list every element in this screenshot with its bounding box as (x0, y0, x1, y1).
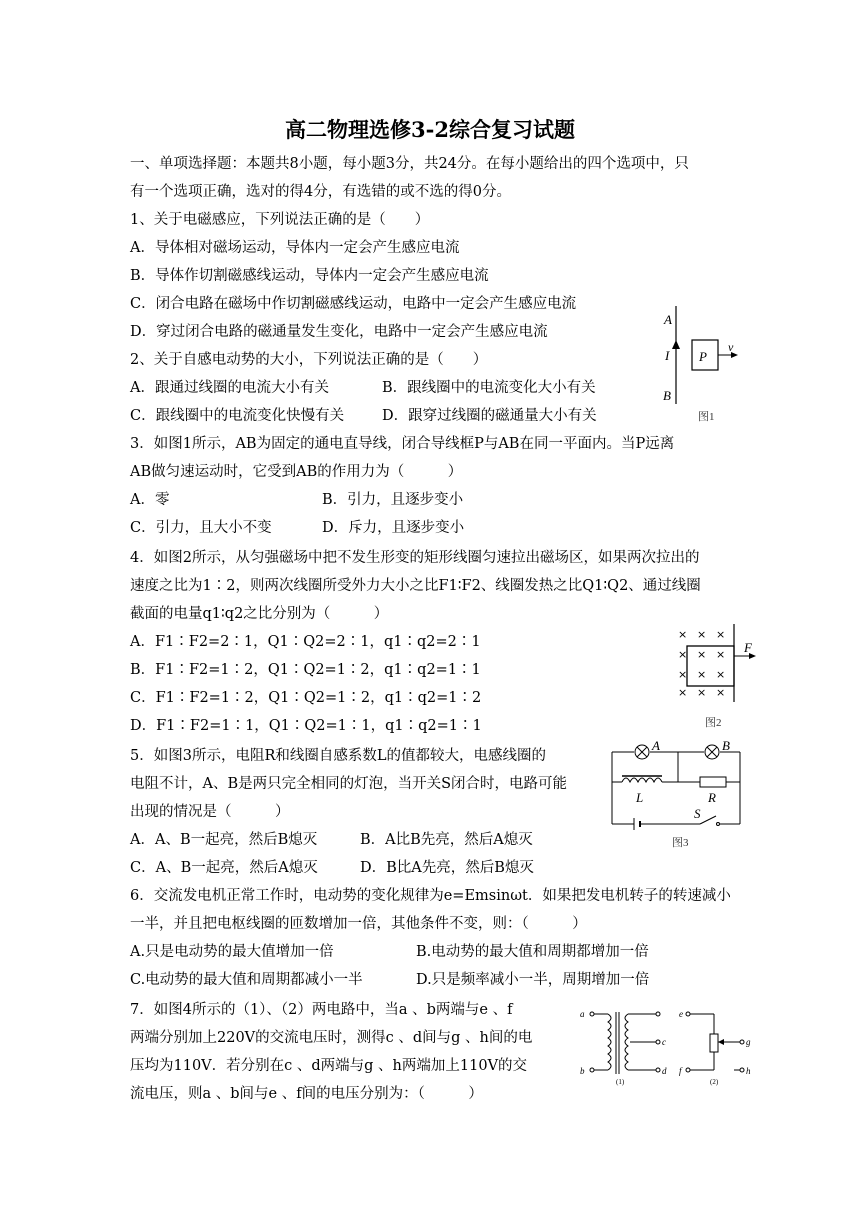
q3-line1: 3．如图1所示，AB为固定的通电直导线，闭合导线框P与AB在同一平面内。当P远离 (130, 436, 675, 452)
q7-line4: 流电压，则a 、b间与e 、f间的电压分别为：（ ） (130, 1086, 483, 1102)
q5-option-d: D．B比A先亮，然后B熄灭 (360, 860, 534, 876)
svg-text:×: × (697, 628, 707, 641)
fig4-sub-1: (1) (616, 1078, 625, 1086)
q2-option-b: B．跟线圈中的电流变化大小有关 (382, 380, 596, 396)
q3-line2: AB做匀速运动时，它受到AB的作用力为（ ） (130, 464, 463, 480)
fig1-label-p: P (699, 349, 707, 364)
svg-text:×: × (716, 668, 726, 681)
q1-option-d: D．穿过闭合电路的磁通量发生变化，电路中一定会产生感应电流 (130, 324, 548, 340)
q3-option-d: D．斥力，且逐步变小 (322, 520, 465, 536)
section-instructions-line1: 一、单项选择题：本题共8小题，每小题3分，共24分。在每小题给出的四个选项中，只 (130, 156, 689, 172)
q1-option-c: C．闭合电路在磁场中作切割磁感线运动，电路中一定会产生感应电流 (130, 296, 577, 312)
q7-line3: 压均为110V．若分别在c 、d两端与g 、h两端加上110V的交 (130, 1058, 528, 1074)
fig1-label-v: v (728, 340, 734, 354)
q6-option-a: A.只是电动势的最大值增加一倍 (130, 944, 334, 960)
figure-2-magnetic-field (672, 622, 772, 732)
q5-line2: 电阻不计，A、B是两只完全相同的灯泡，当开关S闭合时，电路可能 (130, 776, 568, 792)
fig1-caption: 图1 (698, 411, 715, 423)
page-title: 高二物理选修3-2综合复习试题 (285, 117, 575, 142)
q6-option-d: D.只是频率减小一半，周期增加一倍 (416, 972, 650, 988)
q6-line2: 一半，并且把电枢线圈的匝数增加一倍，其他条件不变，则：（ ） (130, 916, 587, 932)
fig3-label-r: R (708, 790, 716, 805)
q4-option-c: C．F1∶F2=1∶2，Q1∶Q2=1∶2，q1∶q2=1∶2 (130, 690, 482, 706)
q3-option-b: B．引力，且逐步变小 (322, 492, 464, 508)
q7-line1: 7．如图4所示的（1）、（2）两电路中，当a 、b两端与e 、f (130, 1002, 513, 1018)
svg-text:×: × (697, 668, 707, 681)
q4-line1: 4．如图2所示，从匀强磁场中把不发生形变的矩形线圈匀速拉出磁场区，如果两次拉出的 (130, 550, 700, 566)
q3-option-a: A．零 (130, 492, 170, 508)
fig4-label-c: c (662, 1037, 666, 1047)
fig3-label-a: A (652, 738, 660, 753)
q5-option-b: B．A比B先亮，然后A熄灭 (360, 832, 533, 848)
fig4-label-d: d (662, 1066, 667, 1076)
q2-option-c: C．跟线圈中的电流变化快慢有关 (130, 408, 345, 424)
fig3-label-l: L (636, 790, 644, 805)
q4-option-a: A．F1∶F2=2∶1，Q1∶Q2=2∶1，q1∶q2=2∶1 (130, 634, 481, 650)
svg-text:×: × (678, 628, 688, 641)
q6-line1: 6．交流发电机正常工作时，电动势的变化规律为e=Emsinωt．如果把发电机转子的转速减小 (130, 888, 731, 904)
q6-option-c: C.电动势的最大值和周期都减小一半 (130, 972, 363, 988)
svg-text:×: × (678, 648, 688, 661)
q5-line1: 5．如图3所示，电阻R和线圈自感系数L的值都较大，电感线圈的 (130, 748, 546, 764)
svg-text:×: × (716, 686, 726, 699)
q4-line3: 截面的电量q1∶q2之比分别为（ ） (130, 606, 389, 622)
fig2-label-f: F (744, 640, 752, 655)
svg-text:×: × (678, 686, 688, 699)
fig4-label-h: h (746, 1066, 751, 1076)
fig3-caption: 图3 (672, 837, 689, 849)
figure-4-circuits (578, 1004, 758, 1088)
fig3-label-b: B (722, 738, 730, 753)
svg-text:×: × (716, 628, 726, 641)
svg-text:×: × (697, 686, 707, 699)
q5-line3: 出现的情况是（ ） (130, 804, 290, 820)
q1-option-a: A．导体相对磁场运动，导体内一定会产生感应电流 (130, 240, 460, 256)
fig4-label-f: f (679, 1066, 682, 1076)
fig4-sub-2: (2) (710, 1078, 719, 1086)
q5-option-c: C．A、B一起亮，然后A熄灭 (130, 860, 318, 876)
q2-option-a: A．跟通过线圈的电流大小有关 (130, 380, 329, 396)
q3-option-c: C．引力，且大小不变 (130, 520, 272, 536)
fig1-label-b: B (663, 388, 671, 403)
section-instructions-line2: 有一个选项正确，选对的得4分，有选错的或不选的得0分。 (130, 184, 511, 200)
q2-stem: 2、关于自感电动势的大小，下列说法正确的是（ ） (130, 352, 488, 368)
q4-option-d: D．F1∶F2=1∶1，Q1∶Q2=1∶1，q1∶q2=1∶1 (130, 718, 482, 734)
fig1-label-i: I (665, 348, 670, 363)
q6-option-b: B.电动势的最大值和周期都增加一倍 (416, 944, 649, 960)
q1-stem: 1、关于电磁感应，下列说法正确的是（ ） (130, 212, 430, 228)
q4-option-b: B．F1∶F2=1∶2，Q1∶Q2=1∶2，q1∶q2=1∶1 (130, 662, 481, 678)
figure-3-circuit (604, 736, 754, 850)
figure-1-wire-frame (656, 304, 746, 426)
q2-option-d: D．跟穿过线圈的磁通量大小有关 (382, 408, 597, 424)
fig4-label-g: g (746, 1037, 751, 1047)
fig1-label-a: A (664, 312, 672, 327)
q5-option-a: A．A、B一起亮，然后B熄灭 (130, 832, 318, 848)
fig4-label-a: a (580, 1009, 585, 1019)
q7-line2: 两端分别加上220V的交流电压时，测得c 、d间与g 、h间的电 (130, 1030, 533, 1046)
fig4-label-e: e (679, 1009, 683, 1019)
fig3-label-s: S (694, 806, 701, 821)
svg-text:×: × (716, 648, 726, 661)
fig2-caption: 图2 (705, 717, 722, 729)
svg-text:×: × (678, 668, 688, 681)
q1-option-b: B．导体作切割磁感线运动，导体内一定会产生感应电流 (130, 268, 489, 284)
fig4-label-b: b (580, 1066, 585, 1076)
q4-line2: 速度之比为1∶2，则两次线圈所受外力大小之比F1∶F2、线圈发热之比Q1∶Q2、通过线圈 (130, 578, 701, 594)
svg-text:×: × (697, 648, 707, 661)
